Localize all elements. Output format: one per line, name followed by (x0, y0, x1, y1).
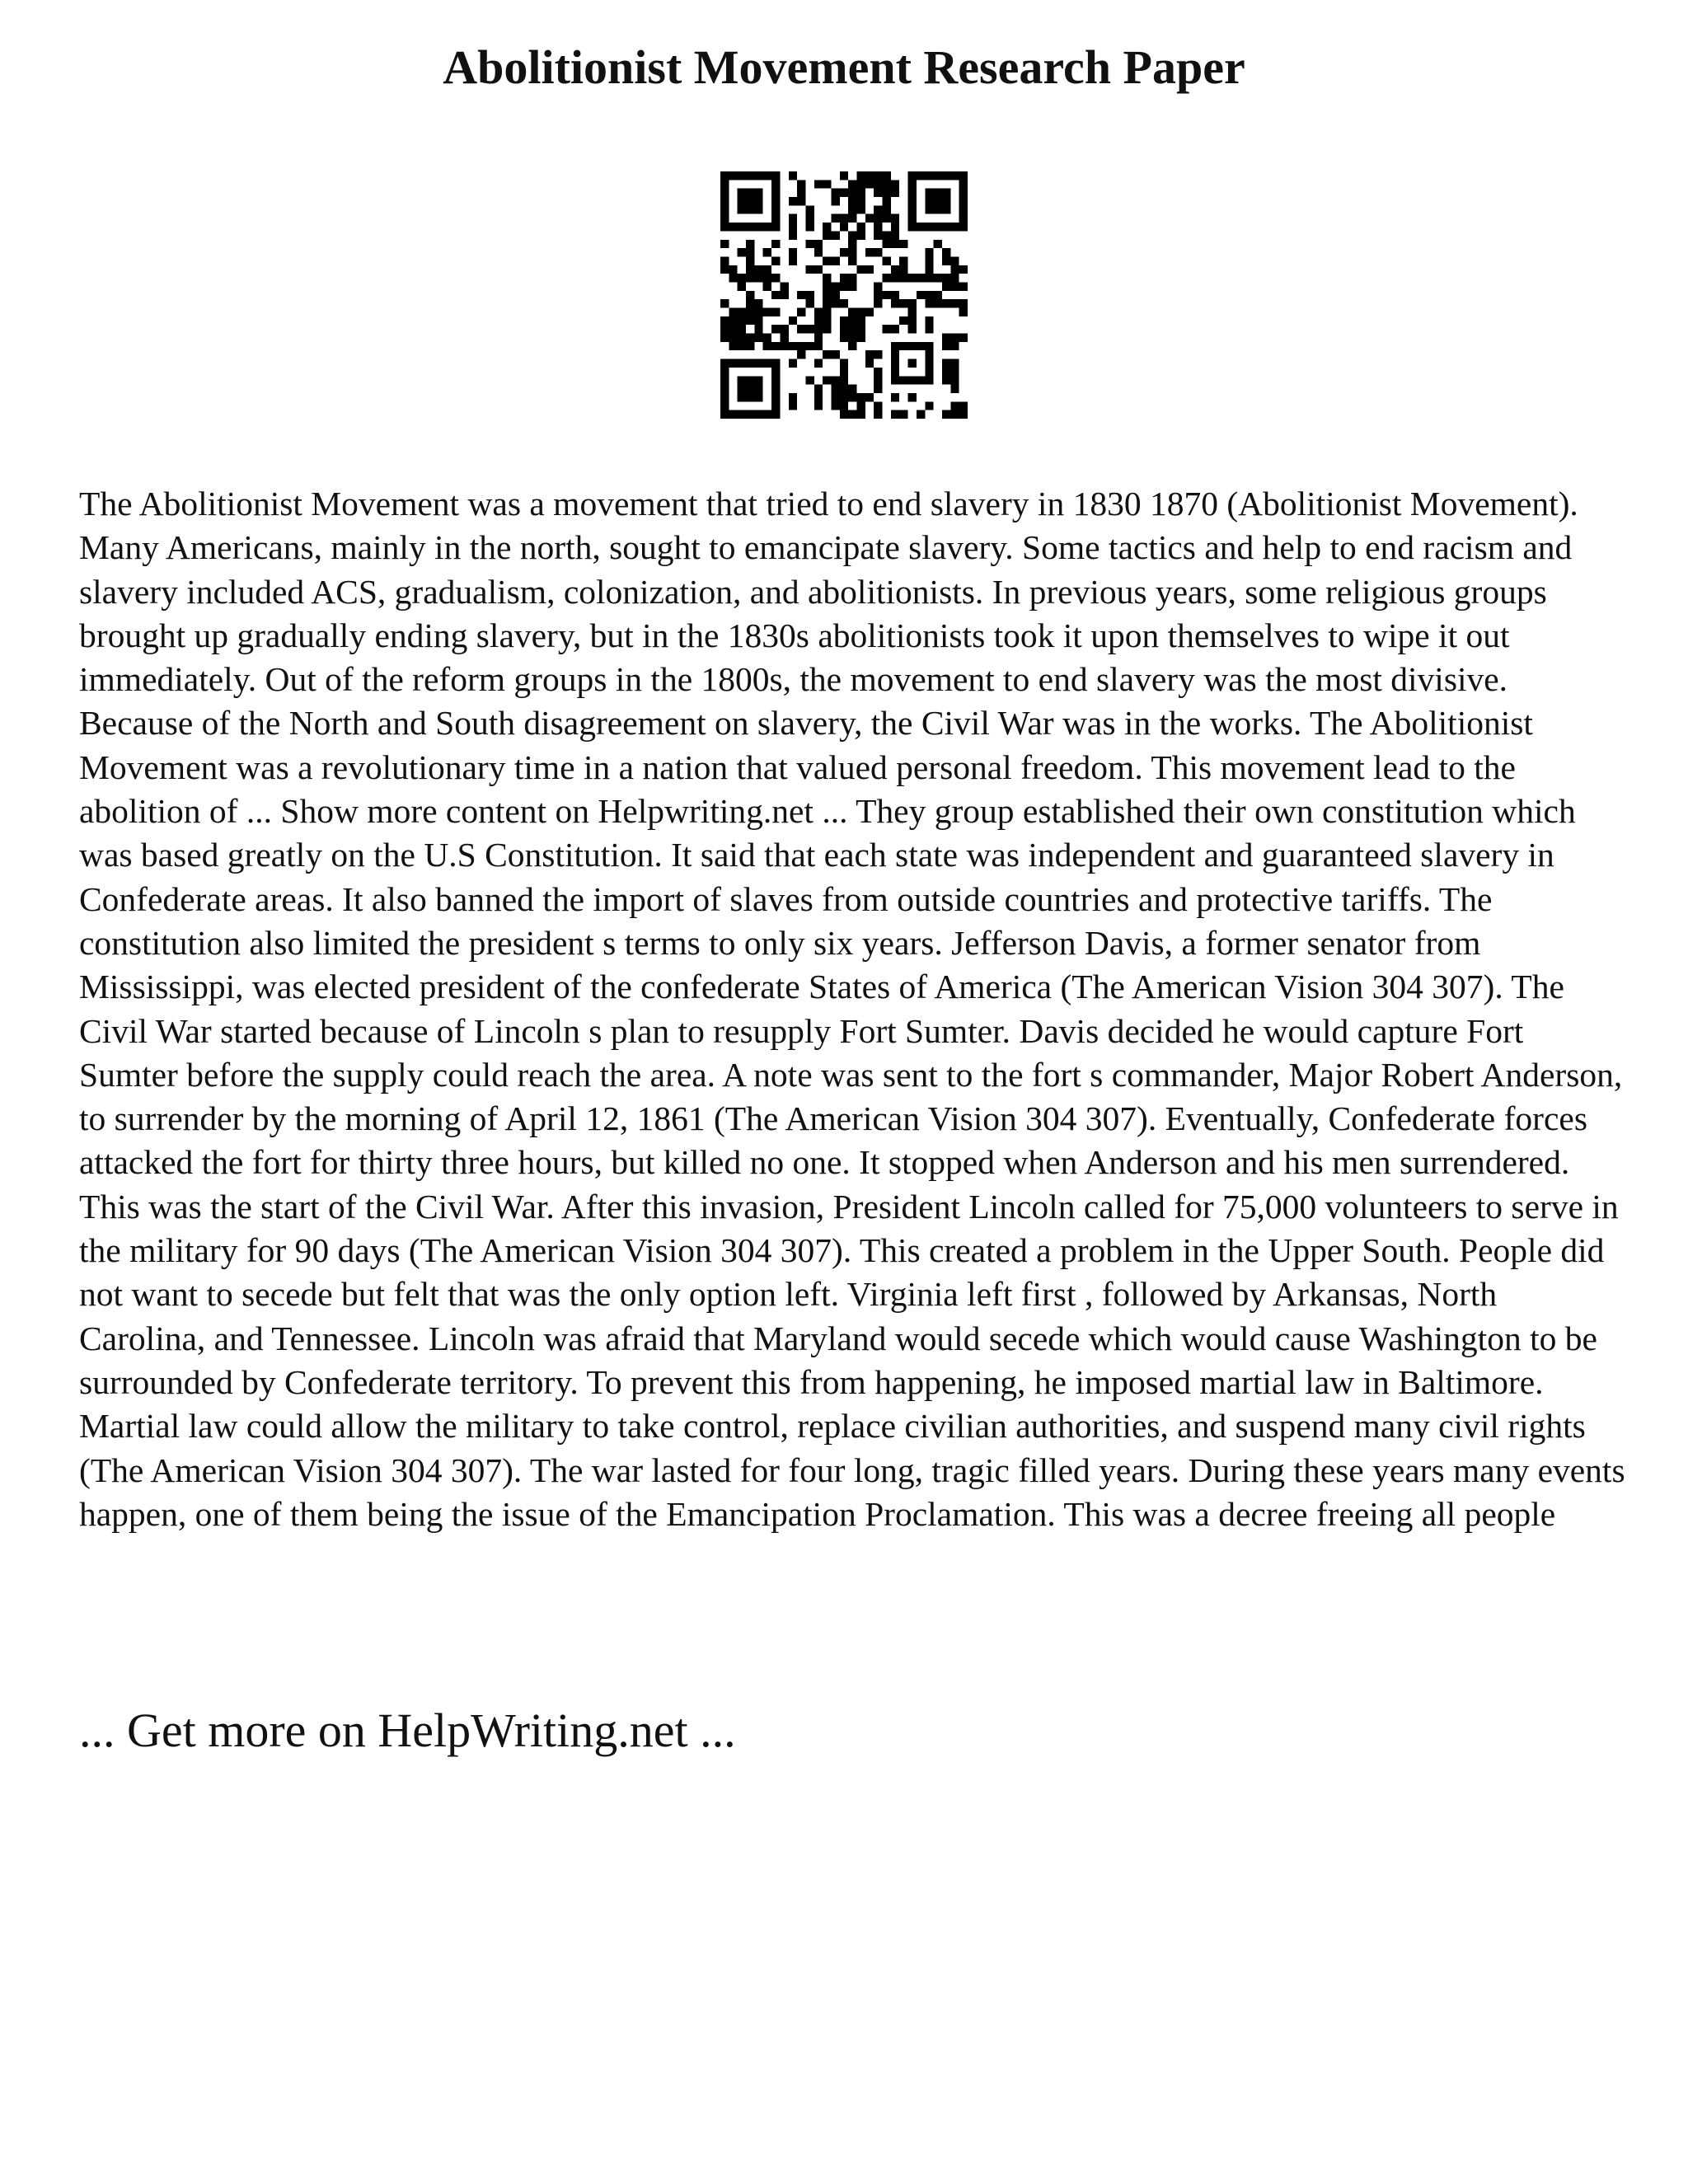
article-body: The Abolitionist Movement was a movement that tried to end slavery in 1830 1870 (Abolitionist Movement). Many Americans, mainly in the north, sought to emancipate slavery. Some tactics and help to end racism and slavery included ACS, gradualism, colonization, and abolitionists. In previous years, some religious groups brought up gradually ending slavery, but in the 1830s abolitionists took it upon themselves to wipe it out immediately. Out of the reform groups in the 1800s, the movement to end slavery was the most divisive. Because of the North and South disagreement on slavery, the Civil War was in the works. The Abolitionist Movement was a revolutionary time in a nation that valued personal freedom. This movement lead to the abolition of ... Show more content on Helpwriting.net ... They group established their own constitution which was based greatly on the U.S Constitution. It said that each state was independent and guaranteed slavery in Confederate areas. It also banned the import of slaves from outside countries and protective tariffs. The constitution also limited the president s terms to only six years. Jefferson Davis, a former senator from Mississippi, was elected president of the confederate States of America (The American Vision 304 307). The Civil War started because of Lincoln s plan to resupply Fort Sumter. Davis decided he would capture Fort Sumter before the supply could reach the area. A note was sent to the fort s commander, Major Robert Anderson, to surrender by the morning of April 12, 1861 (The American Vision 304 307). Eventually, Confederate forces attacked the fort for thirty three hours, but killed no one. It stopped when Anderson and his men surrendered. This was the start of the Civil War. After this invasion, President Lincoln called for 75,000 volunteers to serve in the military for 90 days (The American Vision 304 307). This created a problem in the Upper South. People did not want to secede but felt that was the only option left. Virginia left first , followed by Arkansas, North Carolina, and Tennessee. Lincoln was afraid that Maryland would secede which would cause Washington to be surrounded by Confederate territory. To prevent this from happening, he imposed martial law in Baltimore. Martial law could allow the military to take control, replace civilian authorities, and suspend many civil rights (The American Vision 304 307). The war lasted for four long, tragic filled years. During these years many events happen, one of them being the issue of the Emancipation Proclamation. This was a decree freeing all people (79, 485, 1625, 1533)
page-title: Abolitionist Movement Research Paper (443, 40, 1245, 94)
qr-code-icon[interactable] (720, 171, 968, 419)
get-more-link[interactable]: ... Get more on HelpWriting.net ... (79, 1704, 736, 1757)
